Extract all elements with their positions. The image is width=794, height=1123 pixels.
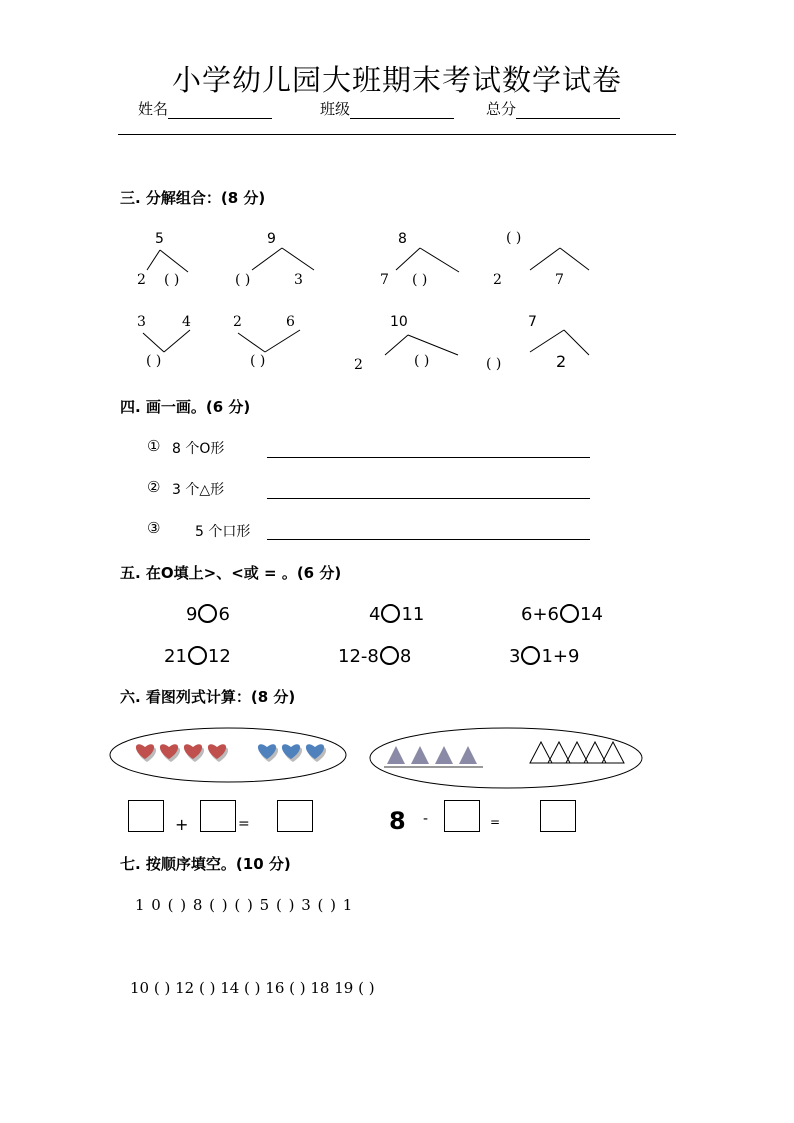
sequence-row-1[interactable]: 1 0 ( ) 8 ( ) ( ) 5 ( ) 3 ( ) 1 — [135, 896, 353, 914]
filled-triangle-icon — [459, 746, 477, 764]
filled-triangle-icon — [435, 746, 453, 764]
decomp-6-left-top: 2 — [233, 314, 242, 330]
filled-triangle-icon — [387, 746, 405, 764]
red-hearts-group — [136, 744, 228, 762]
outline-triangle-icon — [530, 742, 552, 763]
class-label: 班级 — [320, 100, 351, 118]
name-label: 姓名 — [138, 100, 169, 118]
compare-2-left: 4 — [369, 604, 381, 625]
page-title: 小学幼儿园大班期末考试数学试卷 — [171, 63, 622, 97]
decomp-7-top: 10 — [390, 314, 408, 330]
triangles-ellipse — [370, 728, 642, 788]
decomp-8-left[interactable]: ( ) — [486, 356, 502, 372]
decomp-3-right[interactable]: ( ) — [412, 272, 428, 288]
answer-box-4[interactable] — [444, 800, 480, 832]
blue-hearts-group — [258, 744, 326, 762]
compare-4-left: 21 — [164, 646, 187, 667]
decomp-6-right-top: 6 — [286, 314, 295, 330]
draw-item-2-text: 3 个△形 — [172, 482, 225, 498]
plus-sign: + — [175, 815, 189, 834]
answer-box-5[interactable] — [540, 800, 576, 832]
decomp-2-top: 9 — [267, 231, 276, 247]
equals-sign-2: = — [490, 815, 501, 829]
decomp-7-right[interactable]: ( ) — [414, 353, 430, 369]
compare-3-right: 14 — [580, 604, 603, 625]
decomp-1-right[interactable]: ( ) — [164, 272, 180, 288]
score-label: 总分 — [486, 100, 517, 118]
section-7-heading: 七. 按顺序填空。(10 分) — [120, 855, 291, 873]
compare-6-right: 1+9 — [541, 646, 580, 667]
decomp-6-bottom[interactable]: ( ) — [250, 353, 266, 369]
compare-3-left: 6+6 — [521, 604, 559, 625]
compare-2-right: 11 — [401, 604, 425, 625]
decomp-5-bottom[interactable]: ( ) — [146, 353, 162, 369]
compare-6-left: 3 — [509, 646, 521, 667]
minus-sign: - — [423, 811, 429, 827]
answer-box-3[interactable] — [277, 800, 313, 832]
draw-item-3-num: ③ — [147, 519, 161, 537]
decomp-7-left: 2 — [354, 357, 363, 373]
decomp-2-left[interactable]: ( ) — [235, 272, 251, 288]
decomp-4-left: 2 — [493, 272, 502, 288]
decomp-3-top: 8 — [398, 231, 407, 247]
decomp-5-left-top: 3 — [137, 314, 146, 330]
section-6-heading: 六. 看图列式计算：(8 分) — [120, 688, 296, 706]
decomp-1-top: 5 — [155, 231, 164, 247]
decomp-4-right: 7 — [555, 272, 564, 288]
compare-5-right: 8 — [399, 646, 412, 667]
start-number: 8 — [389, 807, 406, 835]
outline-triangle-icon — [602, 742, 624, 763]
sequence-row-2[interactable]: 10 ( ) 12 ( ) 14 ( ) 16 ( ) 18 19 ( ) — [130, 979, 375, 997]
decomp-5-right-top: 4 — [182, 314, 191, 330]
draw-item-2-num: ② — [147, 478, 161, 496]
decomp-2-right: 3 — [294, 272, 303, 288]
equals-sign-1: = — [238, 816, 250, 832]
outline-triangles-group — [530, 742, 624, 763]
filled-triangles-group — [387, 746, 477, 764]
answer-box-2[interactable] — [200, 800, 236, 832]
compare-5-left: 12-8 — [338, 646, 379, 667]
draw-item-1-text: 8 个O形 — [172, 441, 225, 457]
draw-item-3-text: 5 个口形 — [195, 524, 251, 540]
section-5-heading: 五. 在O填上>、<或 = 。(6 分) — [120, 564, 342, 582]
decomp-8-top: 7 — [528, 314, 537, 330]
compare-1-right: 6 — [218, 604, 230, 625]
outline-triangle-icon — [566, 742, 588, 763]
draw-item-1-num: ① — [147, 437, 161, 455]
outline-triangle-icon — [584, 742, 606, 763]
compare-4-right: 12 — [207, 646, 231, 667]
decomp-4-top[interactable]: ( ) — [506, 230, 522, 246]
compare-1-left: 9 — [186, 604, 198, 625]
outline-triangle-icon — [548, 742, 570, 763]
decomp-3-left: 7 — [380, 272, 389, 288]
section-4-heading: 四. 画一画。(6 分) — [120, 398, 251, 416]
decomp-8-right: 2 — [556, 352, 567, 371]
section-3-heading: 三. 分解组合：(8 分) — [120, 189, 266, 207]
answer-box-1[interactable] — [128, 800, 164, 832]
decomp-1-left: 2 — [137, 272, 146, 288]
filled-triangle-icon — [411, 746, 429, 764]
